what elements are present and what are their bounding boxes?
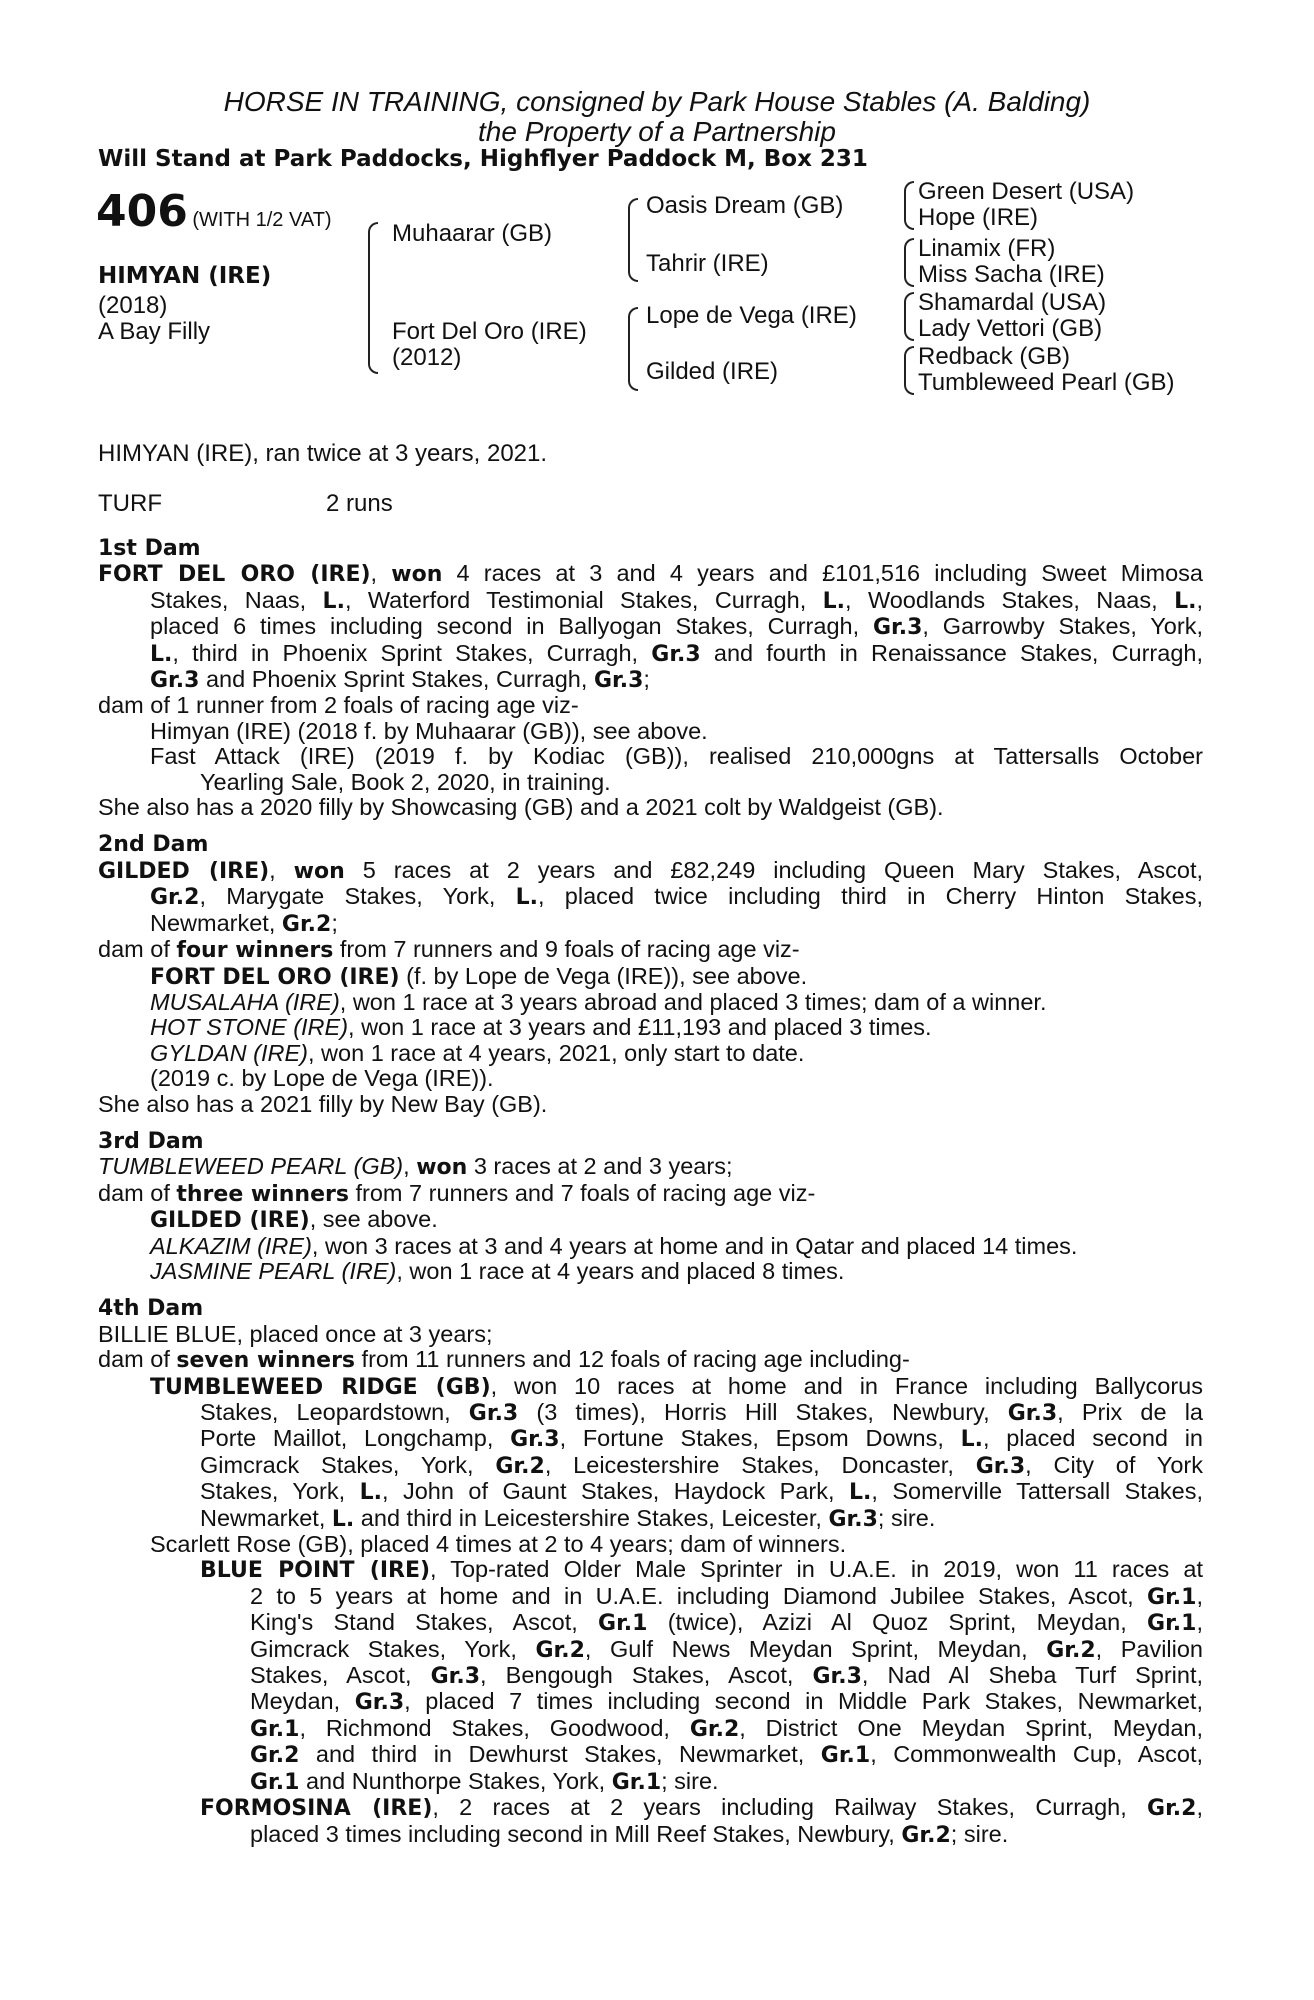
pedigree-sdd: Miss Sacha (IRE) [918, 261, 1105, 288]
pedigree-sire-sire: Oasis Dream (GB) [646, 192, 844, 219]
pedigree-sire: Muhaarar (GB) [392, 220, 553, 247]
dam-line-brace [628, 307, 638, 391]
produce-entry: BLUE POINT (IRE), Top-rated Older Male Sprinter in U.A.E. in 2019, won 11 races at 2 to 5 years at home and in U.A.E. including Diamond Jubilee Stakes, Ascot, Gr.1, King's Stand Stakes, Ascot, Gr.1 (twice), Azizi Al Quoz Sprint, Meydan, Gr.1, Gimcrack Stakes, York, Gr.2, Gulf News Meydan Sprint, Meydan, Gr.2, Pavilion Stakes, Ascot, Gr.3, Bengough Stakes, Ascot, Gr.3, Nad Al Sheba Turf Sprint, Meydan, Gr.3, placed 7 times including second in Middle Park Stakes, Newmarket, Gr.1, Richmond Stakes, Goodwood, Gr.2, District One Meydan Sprint, Meydan, Gr.2 and third in Dewhurst Stakes, Newmarket, Gr.1, Commonwealth Cup, Ascot, Gr.1 and Nunthorpe Stakes, York, Gr.1; sire. [200, 1556, 1204, 1795]
pedigree-sss: Green Desert (USA) [918, 178, 1135, 205]
gen3-brace-3 [904, 292, 914, 341]
gen3-brace-1 [904, 181, 914, 230]
pedigree-sire-dam: Tahrir (IRE) [646, 250, 769, 277]
stand-location: Will Stand at Park Paddocks, Highflyer Paddock M, Box 231 [98, 146, 868, 172]
record-runs: 2 runs [326, 490, 393, 517]
second-dam-section: 2nd Dam GILDED (IRE), won 5 races at 2 years and £82,249 including Queen Mary Stakes, Ascot, Gr.2, Marygate Stakes, York, L., placed twice including third in Cherry Hinton Stakes, Newmarket, Gr.2; dam of four winners from 7 runners and 9 foals of racing age viz- FORT DEL ORO (IRE) (f. by Lope de Vega (IRE)), see above. MUSALAHA (IRE), won 1 race at 3 years abroad and placed 3 times; dam of a winner. HOT STONE (IRE), won 1 race at 3 years and £11,193 and placed 3 times. GYLDAN (IRE), won 1 race at 4 years, 2021, only start to date. (2019 c. by Lope de Vega (IRE)). She also has a 2021 filly by New Bay (GB). [98, 832, 1203, 1117]
first-dam-section: 1st Dam FORT DEL ORO (IRE), won 4 races at 3 and 4 years and £101,516 including Sweet Mimosa Stakes, Naas, L., Waterford Testimonial Stakes, Curragh, L., Woodlands Stakes, Naas, L., placed 6 times including second in Ballyogan Stakes, Curragh, Gr.3, Garrowby Stakes, York, L., third in Phoenix Sprint Stakes, Curragh, Gr.3 and fourth in Renaissance Stakes, Curragh, Gr.3 and Phoenix Sprint Stakes, Curragh, Gr.3; dam of 1 runner from 2 foals of racing age viz- Himyan (IRE) (2018 f. by Muhaarar (GB)), see above. Fast Attack (IRE) (2019 f. by Kodiac (GB)), realised 210,000gns at Tattersalls October Yearling Sale, Book 2, 2020, in training. She also has a 2020 filly by Showcasing (GB) and a 2021 colt by Waldgeist (GB). [98, 536, 1203, 821]
pedigree-sds: Linamix (FR) [918, 235, 1056, 262]
sire-line-brace [628, 198, 638, 282]
gen3-brace-2 [904, 238, 914, 287]
produce-entry: Fast Attack (IRE) (2019 f. by Kodiac (GB)), realised 210,000gns at Tattersalls October [150, 743, 1203, 770]
consignment-line: HORSE IN TRAINING, consigned by Park House Stables (A. Balding) [223, 86, 1091, 117]
produce-entry: ALKAZIM (IRE), won 3 races at 3 and 4 years at home and in Qatar and placed 14 times. [150, 1232, 1078, 1259]
pedigree-dss: Shamardal (USA) [918, 289, 1107, 316]
produce-entry: (2019 c. by Lope de Vega (IRE)). [150, 1065, 494, 1092]
pedigree-dsd: Lady Vettori (GB) [918, 315, 1103, 342]
third-dam-section: 3rd Dam TUMBLEWEED PEARL (GB), won 3 races at 2 and 3 years; dam of three winners from 7 runners and 7 foals of racing age viz- GILDED (IRE), see above. ALKAZIM (IRE), won 3 races at 3 and 4 years at home and in Qatar and placed 14 times. JASMINE PEARL (IRE), won 1 race at 4 years and placed 8 times. [98, 1129, 1203, 1284]
pedigree-dds: Redback (GB) [918, 343, 1071, 370]
section-heading: 4th Dam [98, 1296, 204, 1322]
produce-entry: JASMINE PEARL (IRE), won 1 race at 4 years and placed 8 times. [150, 1257, 845, 1284]
dam-name: GILDED (IRE) [98, 858, 270, 884]
pedigree-ddd: Tumbleweed Pearl (GB) [918, 369, 1175, 396]
pedigree-dam-year: (2012) [392, 344, 462, 371]
section-heading: 3rd Dam [98, 1128, 204, 1154]
horse-year: (2018) [98, 292, 168, 319]
section-heading: 2nd Dam [98, 832, 209, 858]
horse-description: A Bay Filly [98, 318, 211, 345]
horse-name: HIMYAN (IRE) [98, 263, 272, 289]
produce-entry: GILDED (IRE), see above. [150, 1206, 438, 1234]
produce-entry: MUSALAHA (IRE), won 1 race at 3 years abroad and placed 3 times; dam of a winner. [150, 988, 1047, 1015]
section-heading: 1st Dam [98, 536, 201, 561]
dam-name: BILLIE BLUE, placed once at 3 years; [98, 1320, 493, 1347]
pedigree-dam: Fort Del Oro (IRE) [392, 318, 587, 345]
produce-entry: TUMBLEWEED RIDGE (GB), won 10 races at home and in France including Ballycorus Stakes, Leopardstown, Gr.3 (3 times), Horris Hill Stakes, Newbury, Gr.3, Prix de la Porte Maillot, Longchamp, Gr.3, Fortune Stakes, Epsom Downs, L., placed second in Gimcrack Stakes, York, Gr.2, Leicestershire Stakes, Doncaster, Gr.3, City of York Stakes, York, L., John of Gaunt Stakes, Haydock Park, L., Somerville Tattersall Stakes, Newmarket, L. and third in Leicestershire Stakes, Leicester, Gr.3; sire. [150, 1372, 1203, 1532]
record-surface: TURF [98, 490, 162, 517]
pedigree-dam-dam: Gilded (IRE) [646, 358, 779, 385]
sire-dam-brace [368, 222, 378, 374]
pedigree-dam-sire: Lope de Vega (IRE) [646, 302, 857, 329]
produce-entry: FORMOSINA (IRE), 2 races at 2 years including Railway Stakes, Curragh, Gr.2, placed 3 times including second in Mill Reef Stakes, Newbury, Gr.2; sire. [200, 1794, 1203, 1848]
produce-entry: GYLDAN (IRE), won 1 race at 4 years, 2021, only start to date. [150, 1039, 805, 1066]
lot-block [96, 186, 332, 237]
vat-note: (WITH 1/2 VAT) [192, 209, 332, 231]
property-line: the Property of a Partnership [478, 116, 836, 147]
produce-entry: Scarlett Rose (GB), placed 4 times at 2 to 4 years; dam of winners. [150, 1531, 847, 1558]
produce-entry: Himyan (IRE) (2018 f. by Muhaarar (GB)), see above. [150, 717, 708, 744]
pedigree-ssd: Hope (IRE) [918, 204, 1039, 231]
gen3-brace-4 [904, 346, 914, 395]
dam-name: TUMBLEWEED PEARL (GB) [98, 1153, 404, 1180]
produce-entry: FORT DEL ORO (IRE) (f. by Lope de Vega (IRE)), see above. [150, 962, 808, 990]
catalogue-body [98, 536, 1203, 1860]
lot-number: 406 [96, 186, 188, 237]
dam-name: FORT DEL ORO (IRE) [98, 562, 371, 588]
produce-entry: HOT STONE (IRE), won 1 race at 3 years and £11,193 and placed 3 times. [150, 1014, 932, 1041]
fourth-dam-section: 4th Dam BILLIE BLUE, placed once at 3 years; dam of seven winners from 11 runners and 12 foals of racing age including- TUMBLEWEED RIDGE (GB), won 10 races at home and in France including Ballycorus Stakes, Leopardstown, Gr.3 (3 times), Horris Hill Stakes, Newbury, Gr.3, Prix de la Porte Maillot, Longchamp, Gr.3, Fortune Stakes, Epsom Downs, L., placed second in Gimcrack Stakes, York, Gr.2, Leicestershire Stakes, Doncaster, Gr.3, City of York Stakes, York, L., John of Gaunt Stakes, Haydock Park, L., Somerville Tattersall Stakes, Newmarket, L. and third in Leicestershire Stakes, Leicester, Gr.3; sire. Scarlett Rose (GB), placed 4 times at 2 to 4 years; dam of winners. BLUE POINT (IRE), Top-rated Older Male Sprinter in U.A.E. in 2019, won 11 races at 2 to 5 years at home and in U.A.E. including Diamond Jubilee Stakes, Ascot, Gr.1, King's Stand Stakes, Ascot, Gr.1 (twice), Azizi Al Quoz Sprint, Meydan, Gr.1, Gimcrack Stakes, York, Gr.2, Gulf News Meydan Sprint, Meydan, Gr.2, Pavilion Stakes, Ascot, Gr.3, Bengough Stakes, Ascot, Gr.3, Nad Al Sheba Turf Sprint, Meydan, Gr.3, placed 7 times including second in Middle Park Stakes, Newmarket, Gr.1, Richmond Stakes, Goodwood, Gr.2, District One Meydan Sprint, Meydan, Gr.2 and third in Dewhurst Stakes, Newmarket, Gr.1, Commonwealth Cup, Ascot, Gr.1 and Nunthorpe Stakes, York, Gr.1; sire. FORMOSINA (IRE), 2 races at 2 years including Railway Stakes, Curragh, Gr.2, placed 3 times including second in Mill Reef Stakes, Newbury, Gr.2; sire. [98, 1296, 1204, 1848]
race-summary: HIMYAN (IRE), ran twice at 3 years, 2021. [98, 440, 548, 467]
